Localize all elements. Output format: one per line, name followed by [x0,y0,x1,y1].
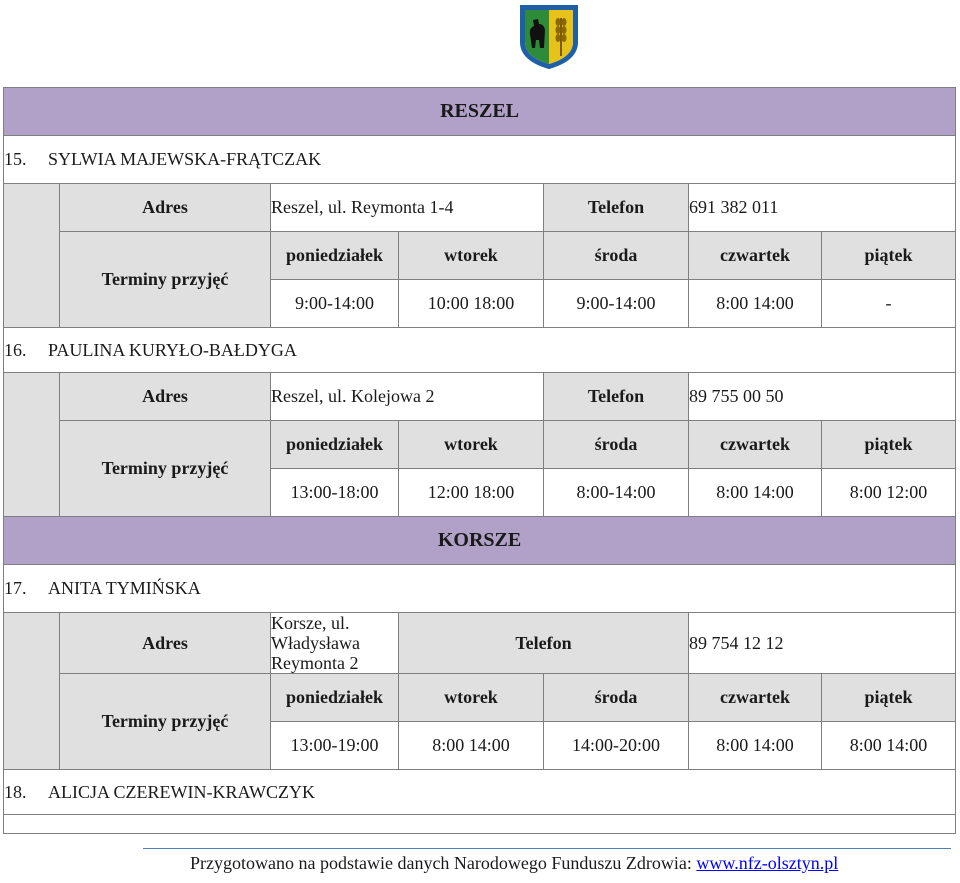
day-monday: poniedziałek [271,674,399,722]
empty-row [4,815,956,834]
region-header-korsze [4,517,956,565]
indent-cell [4,613,60,770]
day-wednesday: środa [544,421,689,469]
hours-tuesday: 12:00 18:00 [399,469,544,517]
phone-value: 89 755 00 50 [689,373,956,421]
footer [190,853,838,874]
region-header-reszel [4,88,956,136]
day-tuesday: wtorek [399,421,544,469]
hours-label: Terminy przyjęć [60,674,271,770]
footer-text: Przygotowano na podstawie danych Narodowego Funduszu Zdrowia: [190,853,697,873]
address-value: Reszel, ul. Kolejowa 2 [271,373,544,421]
hours-label: Terminy przyjęć [60,232,271,328]
address-value: Reszel, ul. Reymonta 1-4 [271,184,544,232]
hours-thursday: 8:00 14:00 [689,469,822,517]
day-friday: piątek [822,421,956,469]
address-row [4,184,956,232]
day-thursday: czwartek [689,674,822,722]
day-thursday: czwartek [689,421,822,469]
nfz-link[interactable]: www.nfz-olsztyn.pl [696,853,839,873]
region-title: KORSZE [4,517,956,565]
entry-number: 16. [4,339,27,360]
address-row [4,613,956,674]
phone-label: Telefon [544,373,689,421]
entry-number: 15. [4,149,27,169]
hours-friday: 8:00 12:00 [822,469,956,517]
hours-monday: 9:00-14:00 [271,280,399,328]
entry-name: ALICJA CZEREWIN-KRAWCZYK [48,781,316,802]
hours-thursday: 8:00 14:00 [689,280,822,328]
phone-value: 691 382 011 [689,184,956,232]
address-label: Adres [60,613,271,674]
hours-monday: 13:00-19:00 [271,722,399,770]
hours-tuesday: 8:00 14:00 [399,722,544,770]
day-thursday: czwartek [689,232,822,280]
day-friday: piątek [822,674,956,722]
address-value: Korsze, ul. Władysława Reymonta 2 [271,613,399,674]
entry-name-row [4,328,956,373]
hours-wednesday: 9:00-14:00 [544,280,689,328]
hours-wednesday: 8:00-14:00 [544,469,689,517]
days-row [4,421,956,469]
entry-name: SYLWIA MAJEWSKA-FRĄTCZAK [48,149,322,169]
days-row [4,232,956,280]
entry-number: 17. [4,578,27,598]
address-label: Adres [60,373,271,421]
day-tuesday: wtorek [399,674,544,722]
day-monday: poniedziałek [271,232,399,280]
address-row [4,373,956,421]
indent-cell [4,373,60,517]
hours-friday: 8:00 14:00 [822,722,956,770]
entry-name-row [4,136,956,184]
day-monday: poniedziałek [271,421,399,469]
hours-tuesday: 10:00 18:00 [399,280,544,328]
entry-name-row [4,770,956,815]
phone-value: 89 754 12 12 [689,613,956,674]
phone-label: Telefon [544,184,689,232]
entry-number: 18. [4,781,27,802]
indent-cell [4,184,60,328]
region-title: RESZEL [4,88,956,136]
address-label: Adres [60,184,271,232]
days-row [4,674,956,722]
day-wednesday: środa [544,232,689,280]
hours-monday: 13:00-18:00 [271,469,399,517]
footer-rule [143,848,951,849]
day-wednesday: środa [544,674,689,722]
hours-label: Terminy przyjęć [60,421,271,517]
day-tuesday: wtorek [399,232,544,280]
entry-name-row [4,565,956,613]
coat-of-arms-icon [518,4,580,70]
entry-name: ANITA TYMIŃSKA [48,578,201,598]
day-friday: piątek [822,232,956,280]
hours-friday: - [822,280,956,328]
hours-thursday: 8:00 14:00 [689,722,822,770]
hours-wednesday: 14:00-20:00 [544,722,689,770]
pharmacy-schedule-table [3,87,956,834]
entry-name: PAULINA KURYŁO-BAŁDYGA [48,339,297,360]
phone-label: Telefon [399,613,689,674]
